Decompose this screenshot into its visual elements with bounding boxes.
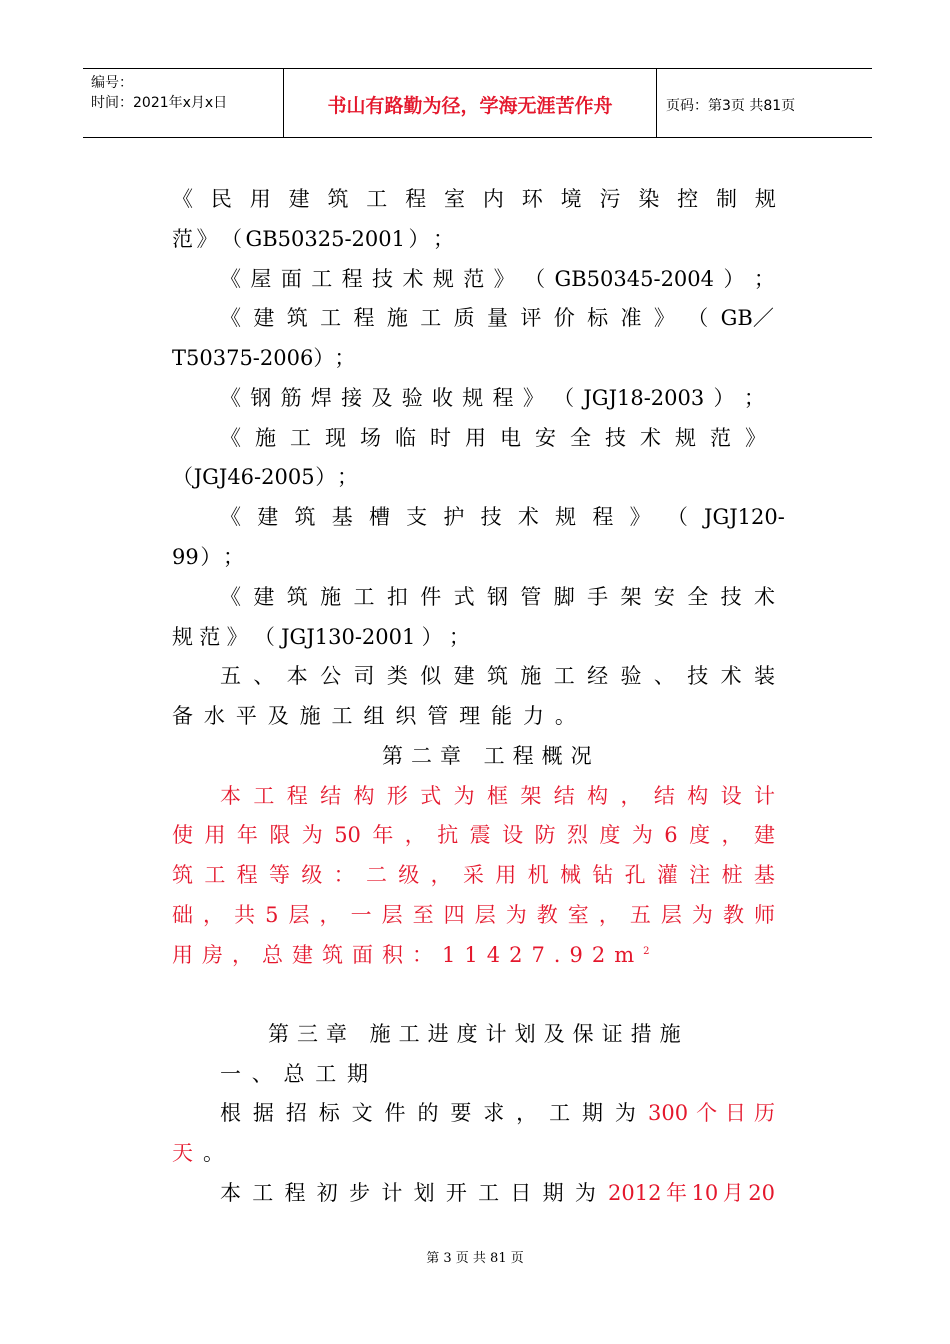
page-footer: 第 3 页 共 81 页 (426, 1251, 524, 1266)
text-line: 础 ， 共 5 层 ， 一 层 至 四 层 为 教 室 ， 五 层 为 教 师 (172, 903, 775, 927)
area-text: 用房，总建筑面积：11427.92m (172, 943, 644, 967)
text-line: 使 用 年 限 为 50 年 ， 抗 震 设 防 烈 度 为 6 度 ， 建 (172, 823, 775, 847)
text-line: 范 》 （ GB50325-2001 ） ； (172, 227, 454, 251)
header-page-info: 页码：第3页 共81页 (666, 98, 796, 114)
page-header (83, 68, 872, 138)
text-line: 五 、 本 公 司 类 似 建 筑 施 工 经 验 、 技 术 装 (220, 664, 775, 688)
chapter-title: 第三章 施工进度计划及保证措施 (268, 1022, 689, 1046)
time-label: 时间：2021年x月x日 (91, 95, 228, 111)
text-segment: 根 据 招 标 文 件 的 要 求 ， 工 期 为 (220, 1101, 636, 1125)
text-line: 《 钢 筋 焊 接 及 验 收 规 程 》 （ JGJ18-2003 ） ； (220, 386, 765, 410)
text-segment: 本 工 程 初 步 计 划 开 工 日 期 为 (220, 1181, 596, 1205)
text-line: （ JGJ46-2005 ） ； (172, 465, 358, 489)
text-segment: 2012 年 10 月 20 (608, 1181, 775, 1205)
text-line: 筑 工 程 等 级 ： 二 级 ， 采 用 机 械 钻 孔 灌 注 桩 基 (172, 863, 775, 887)
text-segment: 。 (203, 1141, 224, 1165)
text-line (172, 940, 659, 970)
text-line: 99 ） ； (172, 545, 244, 569)
text-segment: 天 (172, 1141, 193, 1165)
text-line (220, 1098, 775, 1128)
text-segment: 300 个 日 历 (648, 1101, 775, 1125)
text-line (220, 1178, 775, 1208)
chapter-title: 第二章 工程概况 (382, 744, 600, 768)
text-line: 《 建 筑 施 工 扣 件 式 钢 管 脚 手 架 安 全 技 术 (220, 585, 775, 609)
section-heading: 一 、 总 工 期 (220, 1062, 368, 1086)
text-line: 《 建 筑 工 程 施 工 质 量 评 价 标 准 》 （ GB／ (220, 306, 774, 330)
text-line: 本 工 程 结 构 形 式 为 框 架 结 构 ， 结 构 设 计 (220, 784, 775, 808)
text-line: 《 施 工 现 场 临 时 用 电 安 全 技 术 规 范 》 (220, 426, 766, 450)
number-label: 编号： (91, 75, 133, 91)
text-line (172, 1138, 224, 1168)
header-meta (91, 73, 227, 113)
text-line: 备 水 平 及 施 工 组 织 管 理 能 力 。 (172, 704, 576, 728)
text-line: 《 建 筑 基 槽 支 护 技 术 规 程 》 （ JGJ120- (220, 505, 785, 529)
text-line: T50375-2006 ） ； (172, 346, 356, 370)
text-line: 规 范 》 （ JGJ130-2001 ） ； (172, 625, 470, 649)
header-divider (656, 69, 657, 137)
text-line: 《 屋 面 工 程 技 术 规 范 》 （ GB50345-2004 ） ； (220, 267, 775, 291)
area-superscript: 2 (643, 946, 659, 957)
header-motto: 书山有路勤为径，学海无涯苦作舟 (327, 95, 613, 117)
text-line: 《 民 用 建 筑 工 程 室 内 环 境 污 染 控 制 规 (172, 187, 776, 211)
